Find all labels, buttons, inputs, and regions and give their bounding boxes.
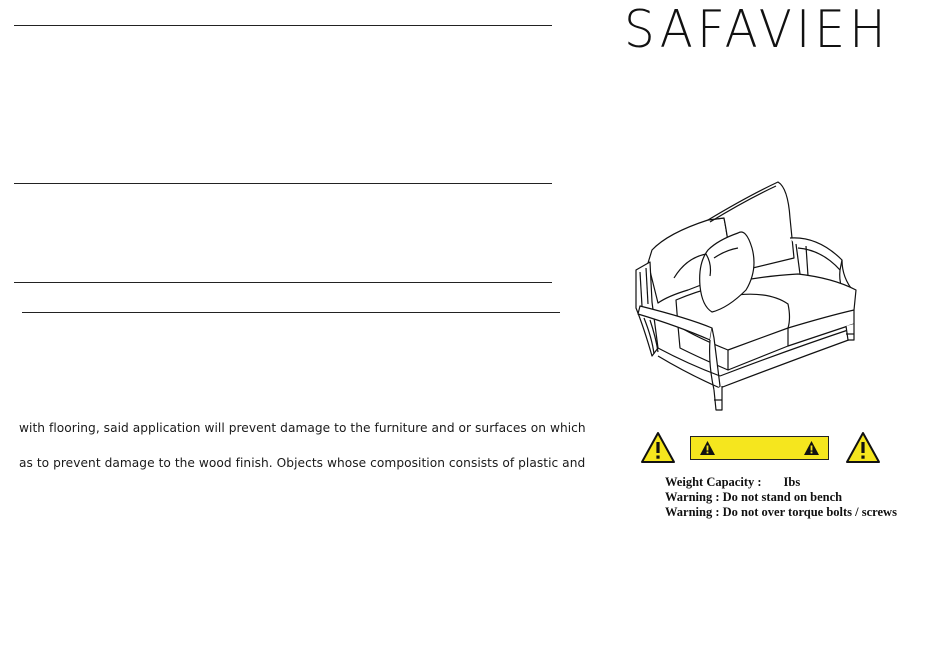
brand-logo: SAFAVIEH [624,0,890,60]
weight-capacity-unit: Ibs [783,475,801,489]
weight-capacity-label: Weight Capacity : [665,475,762,489]
divider-rule [14,282,552,283]
warning-triangle-icon [699,440,716,456]
warning-torque-text: Warning : Do not over torque bolts / screws [665,505,897,519]
weight-capacity-line [665,475,800,490]
divider-rule [22,312,560,313]
warning-triangle-icon [803,440,820,456]
divider-rule [14,183,552,184]
divider-rule [14,25,552,26]
body-text-line: as to prevent damage to the wood finish. Objects whose composition consists of plastic and [19,456,586,470]
warning-stand-text: Warning : Do not stand on bench [665,490,843,504]
loveseat-illustration [628,178,860,416]
warning-triangle-icon [640,431,676,464]
warning-triangle-icon [845,431,881,464]
body-text-line: with flooring, said application will prevent damage to the furniture and or surfaces on which [19,421,586,435]
warning-banner [690,436,829,460]
